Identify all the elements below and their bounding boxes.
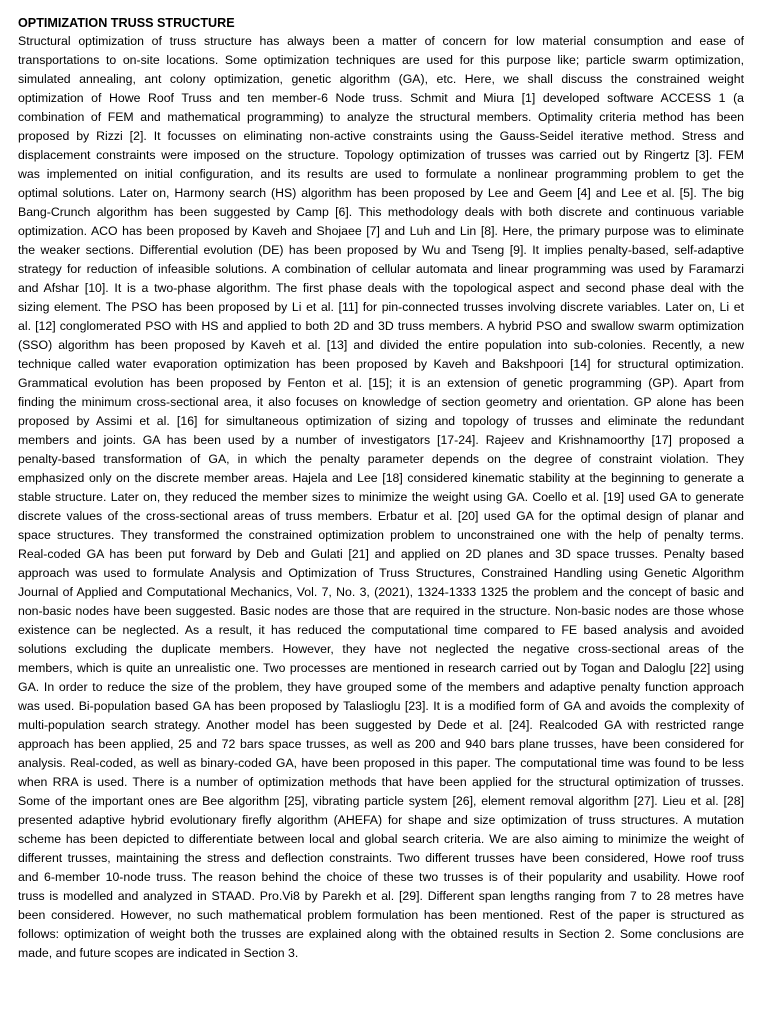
- paragraph-line: finding the minimum cross-sectional area, it also focuses on knowledge of section geometry and orientation. GP alone has been: [18, 395, 744, 409]
- paragraph-line: Bang-Crunch algorithm has been suggested by Camp [6]. This methodology deals with both discrete and continuous variable: [18, 205, 744, 219]
- paragraph-line: optimization of Howe Roof Truss and ten member-6 Node truss. Schmit and Miura [1] developed software ACCESS 1 (a: [18, 91, 744, 105]
- paragraph-line: made, and future scopes are indicated in Section 3.: [18, 946, 299, 960]
- paragraph-line: was used. Bi-population based GA has been proposed by Talaslioglu [23]. It is a modified form of GA and avoids the complexity of: [18, 699, 744, 713]
- paragraph-line: Grammatical evolution has been proposed by Fenton et al. [15]; it is an extension of genetic programming (GP). Apart from: [18, 376, 744, 390]
- paragraph-line: been considered. However, no such mathematical problem formulation has been mentioned. Rest of the paper is structured as: [18, 908, 744, 922]
- paragraph-line: GA. In order to reduce the size of the problem, they have grouped some of the members and adaptive penalty function approach: [18, 680, 744, 694]
- paragraph-line: sizing element. The PSO has been proposed by Li et al. [11] for pin-connected trusses involving discrete variables. Later on, Li et: [18, 300, 744, 314]
- paragraph-line: and 6-member 10-node truss. The reason behind the choice of these two trusses is of their popularity and usability. Howe roof: [18, 870, 744, 884]
- paragraph-line: members, which is quite an unrealistic one. Two processes are mentioned in research carried out by Togan and Daloglu [22] using: [18, 661, 744, 675]
- paragraph-line: non-basic nodes have been suggested. Basic nodes are those that are required in the structure. Non-basic nodes are those whose: [18, 604, 744, 618]
- paragraph-line: the weaker sections. Differential evolution (DE) has been proposed by Wu and Tseng [9]. It implies penalty-based, self-adaptive: [18, 243, 744, 257]
- body-paragraph: [18, 32, 744, 963]
- paragraph-line: truss is modelled and analyzed in STAAD. Pro.Vi8 by Parekh et al. [29]. Different span lengths ranging from 7 to 28 metres have: [18, 889, 744, 903]
- paragraph-line: strategy for reduction of infeasible solutions. A combination of cellular automata and linear programming was used by Faramarzi: [18, 262, 744, 276]
- paragraph-line: penalty-based transformation of GA, in which the penalty parameter depends on the degree of constraint violation. They: [18, 452, 744, 466]
- paragraph-line: discrete values of the cross-sectional areas of truss members. Erbatur et al. [20] used GA for the optimal design of planar and: [18, 509, 744, 523]
- paragraph-line: al. [12] conglomerated PSO with HS and applied to both 2D and 3D truss members. A hybrid PSO and swallow swarm optimization: [18, 319, 744, 333]
- paragraph-line: scheme has been depicted to differentiate between local and global search criteria. We are also aiming to minimize the weight of: [18, 832, 744, 846]
- paragraph-line: emphasized only on the discrete member areas. Hajela and Lee [18] considered kinematic stability at the beginning to generate a: [18, 471, 744, 485]
- paragraph-line: displacement constraints were imposed on the structure. Topology optimization of trusses was carried out by Ringertz [3]. FEM: [18, 148, 744, 162]
- paragraph-line: (SSO) algorithm has been proposed by Kaveh et al. [13] and divided the entire population into sub-colonies. Recently, a new: [18, 338, 744, 352]
- section-heading: OPTIMIZATION TRUSS STRUCTURE: [18, 16, 235, 30]
- paragraph-line: Some of the important ones are Bee algorithm [25], vibrating particle system [26], element removal algorithm [27]. Lieu et al. [28]: [18, 794, 744, 808]
- paragraph-line: members and joints. GA has been used by a number of investigators [17-24]. Rajeev and Krishnamoorthy [17] proposed a: [18, 433, 744, 447]
- paragraph-line: combination of FEM and mathematical programming) to analyze the structural members. Optimality criteria method has been: [18, 110, 744, 124]
- paragraph-line: different trusses, maintaining the stress and deflection constraints. Two different trusses have been considered, Howe roof truss: [18, 851, 744, 865]
- paragraph-line: approach was used to formulate Analysis and Optimization of Truss Structures, Constrained Handling using Genetic Algorithm: [18, 566, 744, 580]
- paragraph-line: follows: optimization of weight both the trusses are explained along with the obtained results in Section 2. Some conclusions are: [18, 927, 744, 941]
- paragraph-line: multi-population search strategy. Another model has been suggested by Dede et al. [24]. Realcoded GA with restricted range: [18, 718, 744, 732]
- paragraph-line: analysis. Real-coded, as well as binary-coded GA, have been proposed in this paper. The computational time was found to be less: [18, 756, 744, 770]
- paragraph-line: when RRA is used. There is a number of optimization methods that have been applied for the structural optimization of trusses.: [18, 775, 744, 789]
- paragraph-line: simulated annealing, ant colony optimization, genetic algorithm (GA), etc. Here, we shall discuss the constrained weight: [18, 72, 744, 86]
- paragraph-line: was implemented on initial configuration, and its results are used to formulate a nonlinear programming problem to get the: [18, 167, 744, 181]
- paragraph-line: solutions excluding the duplicate members. However, they have not neglected the negative cross-sectional areas of the: [18, 642, 744, 656]
- paragraph-line: existence can be neglected. As a result, it has reduced the computational time compared to FE based analysis and avoided: [18, 623, 744, 637]
- paragraph-line: and Afshar [10]. It is a two-phase algorithm. The first phase deals with the topological aspect and second phase deal with the: [18, 281, 744, 295]
- paragraph-line: Real-coded GA has been put forward by Deb and Gulati [21] and applied on 2D planes and 3D space trusses. Penalty based: [18, 547, 744, 561]
- paragraph-line: Structural optimization of truss structure has always been a matter of concern for low material consumption and ease of: [18, 34, 744, 48]
- paragraph-line: transportations to on-site locations. Some optimization techniques are used for this purpose like; particle swarm optimization,: [18, 53, 744, 67]
- paragraph-line: proposed by Assimi et al. [16] for simultaneous optimization of sizing and topology of trusses and eliminate the redundant: [18, 414, 744, 428]
- paragraph-line: Journal of Applied and Computational Mechanics, Vol. 7, No. 3, (2021), 1324-1333 1325 the problem and the concept of basic and: [18, 585, 744, 599]
- paragraph-line: proposed by Rizzi [2]. It focusses on eliminating non-active constraints using the Gauss-Seidel iterative method. Stress and: [18, 129, 744, 143]
- paragraph-line: space structures. They transformed the constrained optimization problem to unconstrained one with the help of penalty terms.: [18, 528, 744, 542]
- paragraph-line: presented adaptive hybrid evolutionary firefly algorithm (AHEFA) for shape and size optimization of truss structures. A mutation: [18, 813, 744, 827]
- paragraph-line: optimization. ACO has been proposed by Kaveh and Shojaee [7] and Luh and Lin [8]. Here, the primary purpose was to eliminate: [18, 224, 744, 238]
- paragraph-line: approach has been applied, 25 and 72 bars space trusses, as well as 200 and 940 bars plane trusses, have been considered for: [18, 737, 744, 751]
- document-page: [18, 14, 744, 963]
- paragraph-line: technique called water evaporation optimization has been proposed by Kaveh and Bakshpoori [14] for structural optimization.: [18, 357, 744, 371]
- paragraph-line: optimal solutions. Later on, Harmony search (HS) algorithm has been proposed by Lee and Geem [4] and Lee et al. [5]. The big: [18, 186, 744, 200]
- paragraph-line: stable structure. Later on, they reduced the member sizes to minimize the weight using GA. Coello et al. [19] used GA to generate: [18, 490, 744, 504]
